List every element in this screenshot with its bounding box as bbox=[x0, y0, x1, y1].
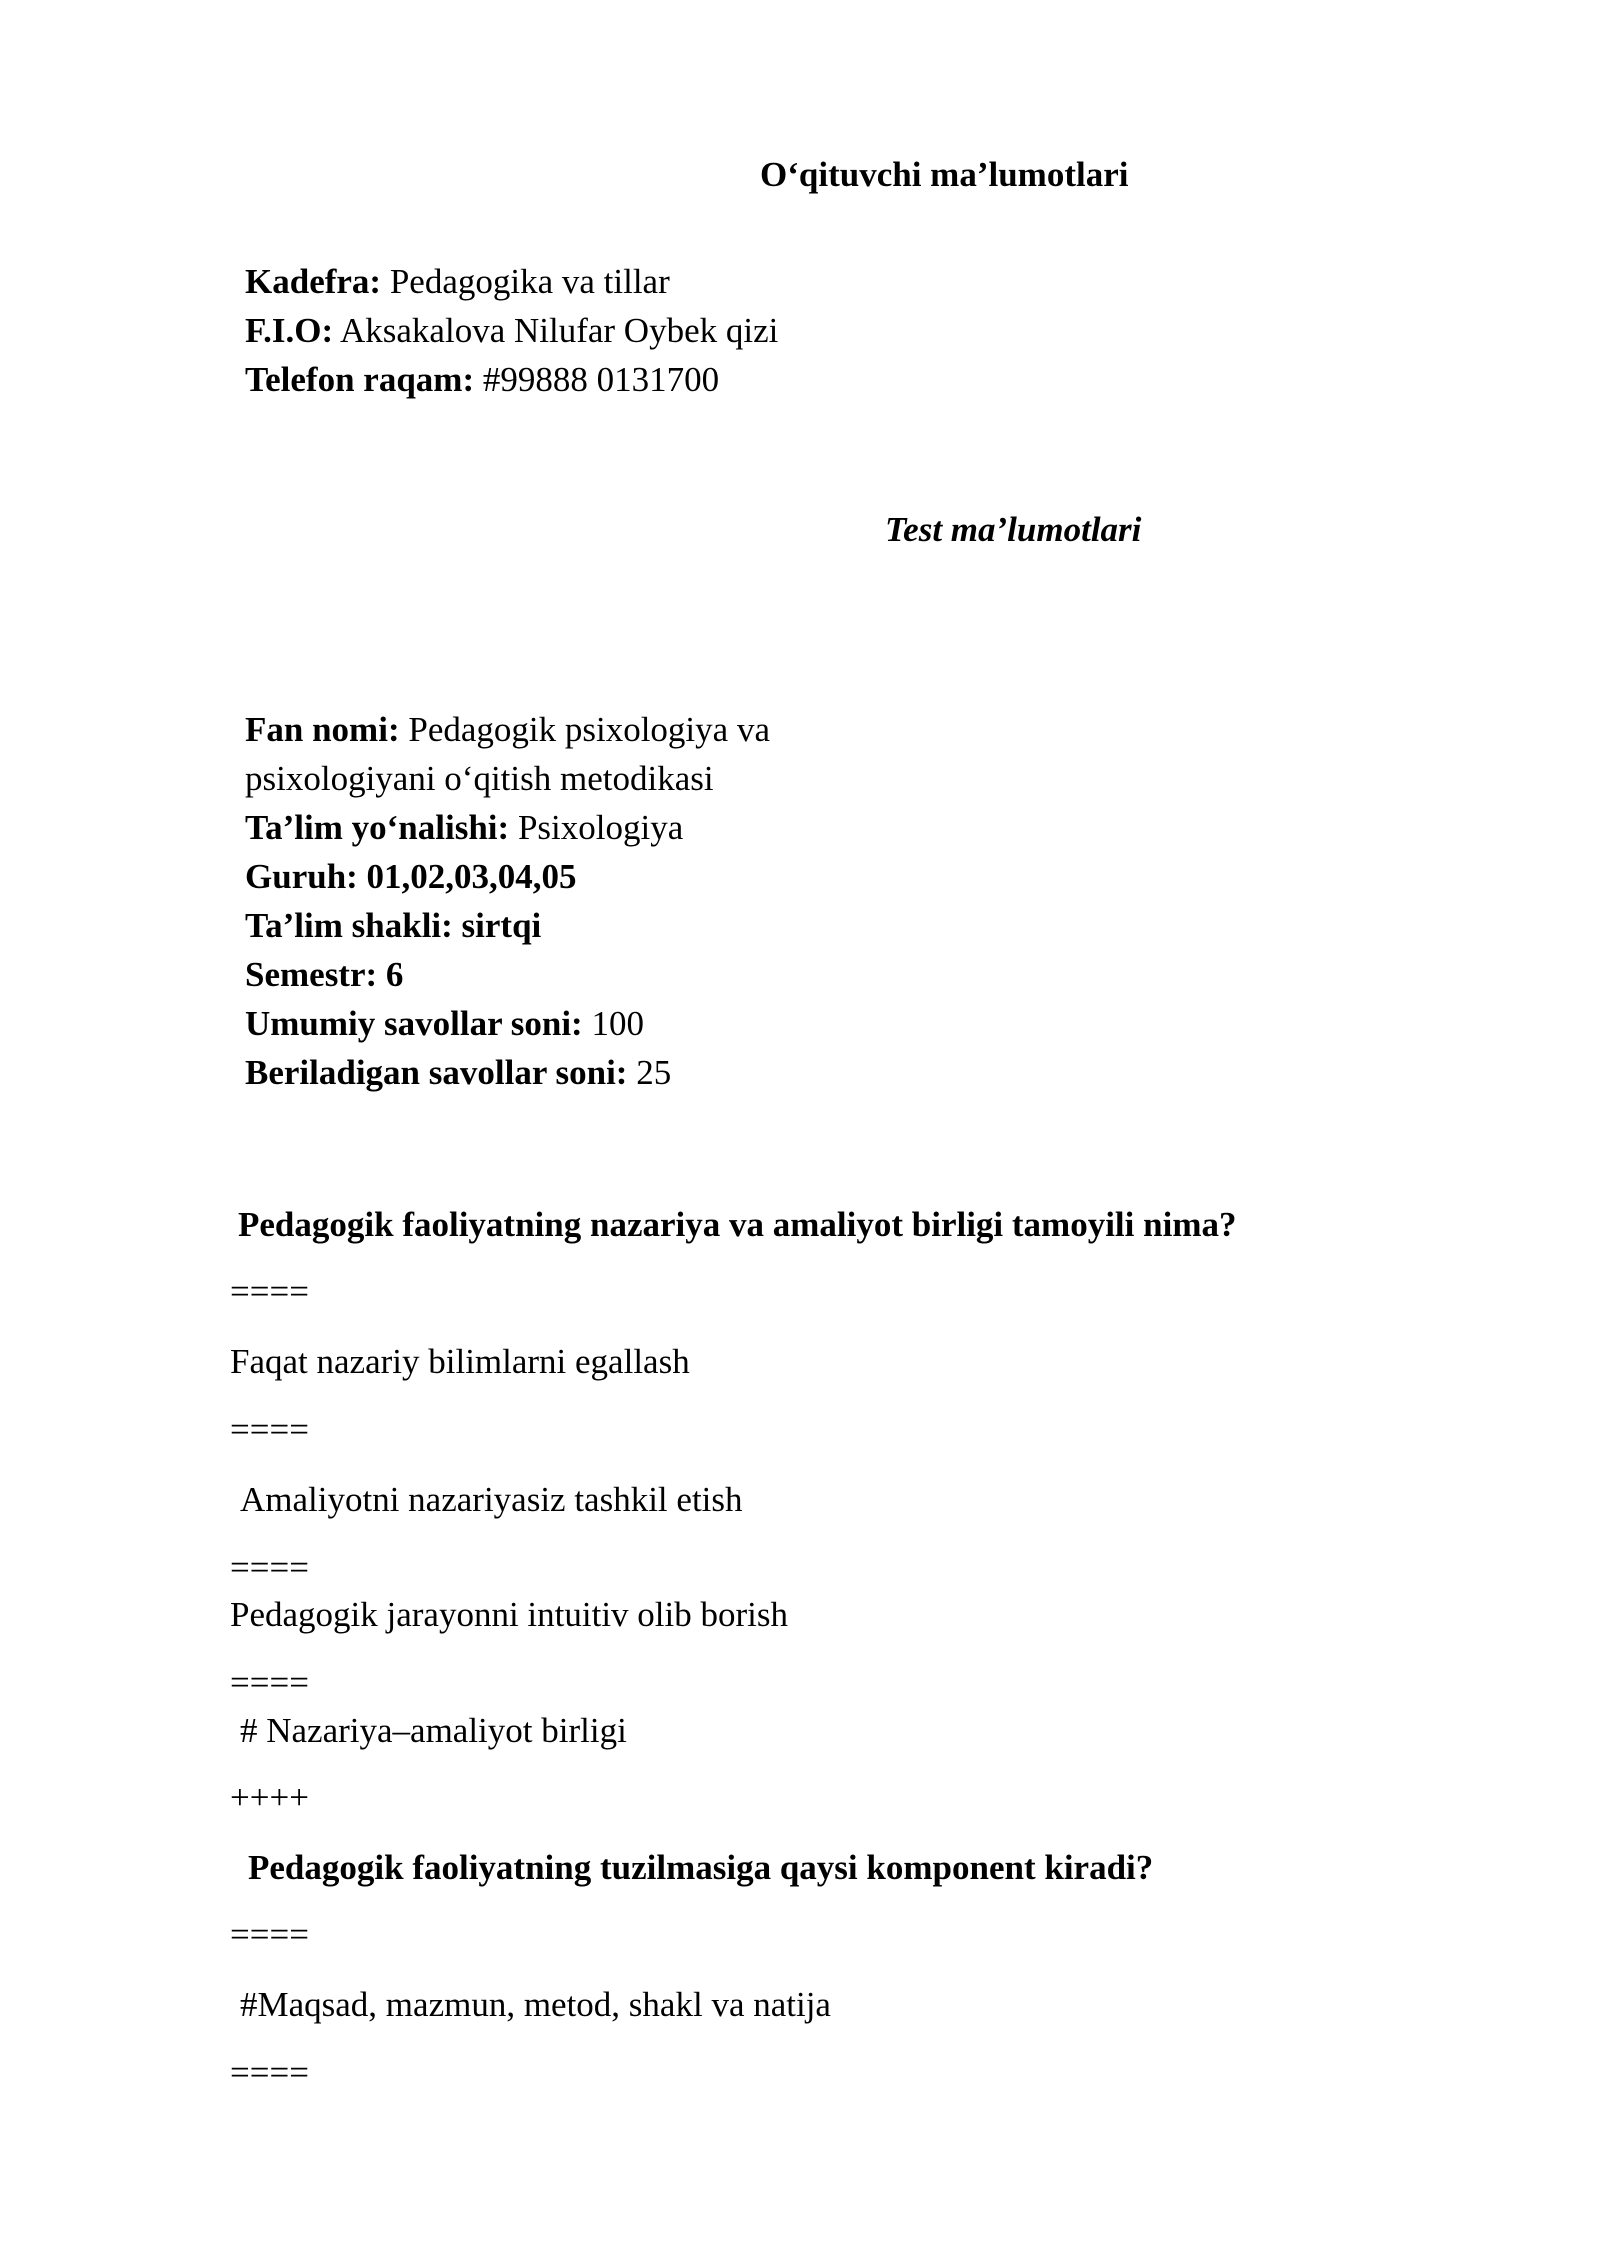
total-questions-label: Umumiy savollar soni: bbox=[245, 1004, 583, 1043]
group-line: Guruh: 01,02,03,04,05 bbox=[245, 857, 577, 896]
teacher-heading: O‘qituvchi ma’lumotlari bbox=[760, 155, 1129, 194]
direction-label: Ta’lim yo‘nalishi: bbox=[245, 808, 510, 847]
question-1-text: Pedagogik faoliyatning nazariya va amaliyot birligi tamoyili nima? bbox=[238, 1205, 1237, 1244]
subject-value-line2: psixologiyani o‘qitish metodikasi bbox=[245, 759, 714, 798]
semester-line: Semestr: 6 bbox=[245, 955, 404, 994]
question-2-separator-1: ==== bbox=[230, 1915, 309, 1954]
department-label: Kadefra: bbox=[245, 262, 382, 301]
question-1-option-1: Faqat nazariy bilimlarni egallash bbox=[230, 1342, 690, 1381]
question-1-separator-2: ==== bbox=[230, 1410, 309, 1449]
question-2-option-1: #Maqsad, mazmun, metod, shakl va natija bbox=[240, 1985, 831, 2024]
subject-line bbox=[245, 710, 770, 750]
question-1-separator-4: ==== bbox=[230, 1663, 309, 1702]
given-questions-value: 25 bbox=[636, 1053, 672, 1092]
test-heading: Test ma’lumotlari bbox=[885, 510, 1142, 549]
total-questions-value: 100 bbox=[591, 1004, 644, 1043]
question-1-option-3: Pedagogik jarayonni intuitiv olib borish bbox=[230, 1595, 789, 1634]
subject-label: Fan nomi: bbox=[245, 710, 400, 749]
name-value: Aksakalova Nilufar Oybek qizi bbox=[340, 311, 779, 350]
given-questions-label: Beriladigan savollar soni: bbox=[245, 1053, 628, 1092]
direction-line bbox=[245, 808, 683, 848]
question-2-text: Pedagogik faoliyatning tuzilmasiga qaysi komponent kiradi? bbox=[248, 1848, 1154, 1887]
form-line: Ta’lim shakli: sirtqi bbox=[245, 906, 542, 945]
department-line bbox=[245, 262, 670, 302]
question-1-option-4: # Nazariya–amaliyot birligi bbox=[240, 1711, 627, 1750]
question-1-end-marker: ++++ bbox=[230, 1778, 309, 1817]
direction-value: Psixologiya bbox=[517, 808, 684, 847]
question-1-option-2: Amaliyotni nazariyasiz tashkil etish bbox=[240, 1480, 743, 1519]
department-value: Pedagogika va tillar bbox=[389, 262, 670, 301]
question-1-separator-1: ==== bbox=[230, 1272, 309, 1311]
name-label: F.I.O: bbox=[245, 311, 334, 350]
total-questions-line bbox=[245, 1004, 644, 1044]
given-questions-line bbox=[245, 1053, 671, 1093]
phone-value: #99888 0131700 bbox=[482, 360, 720, 399]
subject-value-line1: Pedagogik psixologiya va bbox=[408, 710, 770, 749]
phone-line bbox=[245, 360, 719, 400]
phone-label: Telefon raqam: bbox=[245, 360, 475, 399]
question-1-separator-3: ==== bbox=[230, 1548, 309, 1587]
name-line bbox=[245, 311, 778, 351]
question-2-separator-2: ==== bbox=[230, 2053, 309, 2092]
